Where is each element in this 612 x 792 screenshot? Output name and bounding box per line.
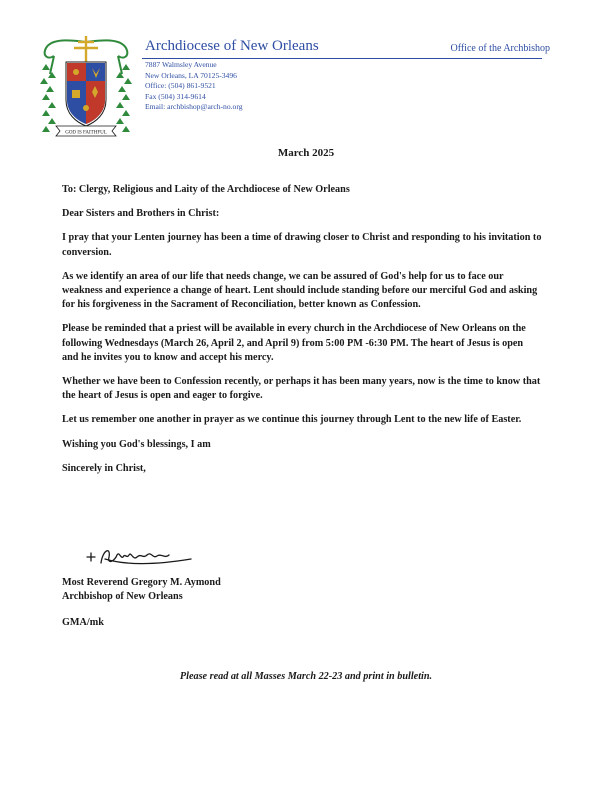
email-line: Email: archbishop@arch-no.org: [145, 102, 243, 112]
handwritten-signature: [85, 543, 195, 569]
paragraph: I pray that your Lenten journey has been a time of drawing closer to Christ and responding to his invitation to conversion.: [62, 232, 542, 258]
signer-block: [62, 576, 221, 604]
crest-motto: GOD IS FAITHFUL: [65, 130, 107, 136]
header-divider: [142, 58, 542, 59]
salutation: Dear Sisters and Brothers in Christ:: [62, 208, 220, 220]
phone-line: Office: (504) 861-9521: [145, 81, 216, 91]
reference-initials: GMA/mk: [62, 617, 104, 628]
archdiocese-crest-logo: [40, 34, 132, 140]
footer-note: Please read at all Masses March 22-23 and print in bulletin.: [179, 671, 433, 682]
organization-name: Archdiocese of New Orleans: [145, 38, 319, 54]
signer-name: Most Reverend Gregory M. Aymond: [62, 577, 221, 588]
paragraph: Whether we have been to Confession recently, or perhaps it has been many years, now is the time to know that the heart of Jesus is open and eager to forgive.: [62, 376, 541, 402]
paragraph: Let us remember one another in prayer as we continue this journey through Lent to the new life of Easter.: [62, 414, 522, 426]
paragraph: Please be reminded that a priest will be available in every church in the Archdiocese of New Orleans on the following Wednesdays (March 26, April 2, and April 9) from 5:00 PM -6:30 PM. The heart of Jesus is open and he invites you to know and accept his mercy.: [62, 323, 526, 363]
address-block: [145, 60, 243, 113]
recipients-line: To: Clergy, Religious and Laity of the Archdiocese of New Orleans: [62, 184, 350, 195]
paragraph: As we identify an area of our life that needs change, we can be assured of God's help for us to face our weakness and experience a change of heart. Lent should include standing before our merciful God and asking for his forgiveness in the Sacrament of Reconciliation, better known as Confession.: [62, 270, 538, 311]
signer-title: Archbishop of New Orleans: [62, 591, 183, 602]
address-line: 7887 Walmsley Avenue: [145, 60, 217, 69]
closing-wish: Wishing you God's blessings, I am: [62, 438, 211, 450]
office-name: Office of the Archbishop: [450, 43, 550, 54]
closing: Sincerely in Christ,: [62, 462, 146, 474]
letter-body: [62, 183, 542, 486]
letter-date: March 2025: [277, 147, 335, 159]
address-line: New Orleans, LA 70125-3496: [145, 70, 237, 80]
fax-line: Fax (504) 314-9614: [145, 91, 206, 101]
